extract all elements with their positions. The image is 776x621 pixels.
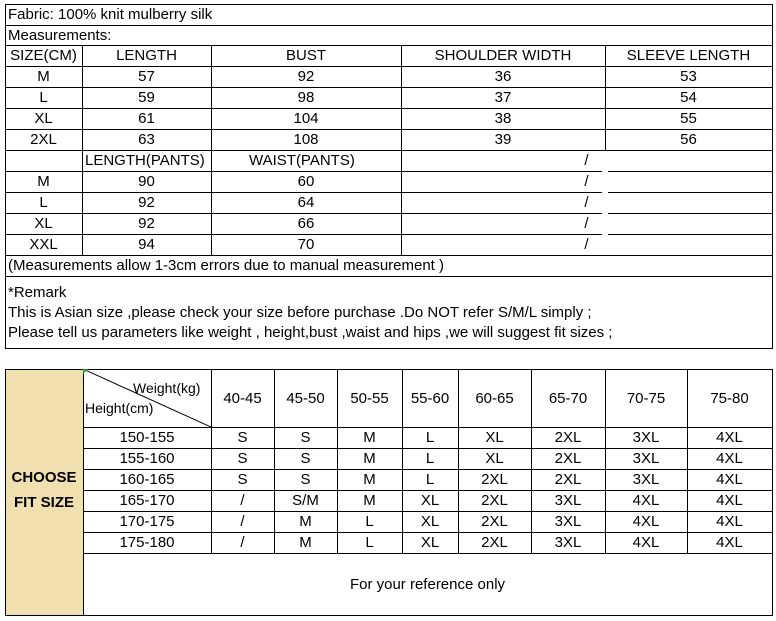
pants-cell: 64	[297, 194, 315, 211]
reference-note: For your reference only	[349, 575, 506, 593]
remark-title: *Remark	[8, 284, 67, 301]
tops-cell: 56	[680, 131, 697, 148]
fit-size-cell: 2XL	[554, 471, 582, 488]
pants-cell: XL	[34, 215, 53, 232]
fit-size-cell: 4XL	[632, 534, 660, 551]
weight-column-header: 45-50	[286, 389, 325, 407]
pants-cell: L	[39, 194, 48, 211]
fit-size-cell: 2XL	[481, 471, 508, 488]
fit-size-cell: 4XL	[632, 513, 660, 530]
tops-cell: 53	[680, 68, 697, 85]
fit-size-cell: 3XL	[632, 450, 660, 467]
fit-size-cell: 3XL	[554, 513, 582, 530]
fit-size-cell: XL	[485, 450, 504, 467]
tops-cell: M	[37, 68, 50, 85]
height-row-label: 165-170	[119, 492, 175, 509]
fit-size-cell: 4XL	[716, 492, 743, 509]
fit-size-cell: /	[240, 534, 245, 551]
remark-line-1: This is Asian size ,please check your size before purchase .Do NOT refer S/M/L simply ;	[8, 304, 592, 321]
fit-size-cell: L	[425, 471, 435, 488]
table-border	[5, 615, 773, 616]
fit-size-cell: 4XL	[716, 513, 743, 530]
fit-size-cell: M	[299, 534, 312, 551]
measurement-note: (Measurements allow 1-3cm errors due to manual measurement )	[8, 257, 445, 274]
tops-cell: 57	[138, 68, 155, 85]
pants-cell: 92	[138, 194, 155, 211]
fit-size-cell: S	[237, 429, 248, 446]
fit-size-cell: XL	[420, 492, 440, 509]
fit-size-cell: S	[300, 450, 311, 467]
fit-size-cell: L	[425, 450, 435, 467]
pants-cell: 66	[297, 215, 315, 232]
table-border	[5, 369, 6, 616]
fit-size-cell: 4XL	[716, 471, 743, 488]
height-row-label: 155-160	[119, 450, 175, 467]
weight-column-header: 75-80	[710, 389, 749, 407]
pants-cell: 90	[138, 173, 155, 190]
pants-cell: /	[584, 173, 589, 190]
tops-cell: 92	[297, 68, 315, 85]
tops-cell: XL	[34, 110, 53, 127]
fit-size-cell: S	[237, 450, 248, 467]
choose-label: CHOOSE	[11, 469, 77, 486]
tops-cell: 108	[293, 131, 319, 148]
height-row-label: 175-180	[119, 534, 175, 551]
tops-column-header: SHOULDER WIDTH	[434, 47, 572, 64]
fabric-line: Fabric: 100% knit mulberry silk	[8, 6, 213, 23]
fit-size-cell: 3XL	[554, 534, 582, 551]
weight-column-header: 65-70	[548, 389, 588, 407]
pants-cell: /	[584, 215, 589, 232]
fit-size-cell: L	[365, 513, 374, 530]
pants-cell: XXL	[29, 236, 58, 253]
tops-cell: 59	[138, 89, 155, 106]
fit-size-cell: 3XL	[632, 429, 660, 446]
weight-column-header: 40-45	[223, 389, 262, 407]
table-border	[772, 4, 773, 349]
fit-size-cell: XL	[420, 534, 440, 551]
remark-line-2: Please tell us parameters like weight , height,bust ,waist and hips ,we will suggest fit sizes ;	[8, 324, 613, 341]
fit-size-cell: M	[299, 513, 312, 530]
fit-size-cell: XL	[420, 513, 440, 530]
tops-cell: L	[39, 89, 48, 106]
weight-column-header: 50-55	[350, 389, 389, 407]
fit-size-cell: 2XL	[554, 450, 582, 467]
fit-size-cell: 4XL	[716, 450, 743, 467]
fit-size-cell: M	[363, 492, 376, 509]
corner-marker	[83, 369, 88, 374]
fit-size-cell: 4XL	[716, 534, 743, 551]
fit-size-cell: L	[365, 534, 374, 551]
tops-cell: 104	[293, 110, 319, 127]
fit-size-cell: S	[237, 471, 248, 488]
pants-cell: /	[584, 194, 589, 211]
pants-cell: 92	[138, 215, 155, 232]
fit-size-cell: 2XL	[481, 534, 508, 551]
tops-cell: 55	[680, 110, 697, 127]
fit-size-cell: 2XL	[481, 513, 508, 530]
fit-size-cell: S	[300, 471, 311, 488]
tops-cell: 61	[138, 110, 155, 127]
weight-column-header: 55-60	[410, 389, 450, 407]
table-border	[772, 369, 773, 616]
height-row-label: 150-155	[119, 429, 175, 446]
tops-column-header: BUST	[285, 47, 326, 64]
fit-size-cell: M	[363, 429, 376, 446]
pants-column-header: /	[584, 152, 589, 169]
fit-size-cell: 4XL	[716, 429, 743, 446]
fit-size-cell: M	[363, 471, 376, 488]
pants-cell: 70	[297, 236, 315, 253]
fit-size-cell: 3XL	[554, 492, 582, 509]
fit-size-cell: M	[363, 450, 376, 467]
pants-column-header: WAIST(PANTS)	[249, 152, 355, 169]
tops-cell: 38	[494, 110, 512, 127]
fit-size-cell: L	[425, 429, 435, 446]
fit-size-cell: 4XL	[632, 492, 660, 509]
fit-size-cell: S	[300, 429, 311, 446]
fit-size-label: FIT SIZE	[14, 493, 74, 511]
fit-size-cell: XL	[485, 429, 504, 446]
tops-cell: 36	[494, 68, 512, 85]
pants-cell: /	[584, 236, 589, 253]
tops-column-header: SLEEVE LENGTH	[626, 47, 751, 64]
fit-size-cell: 2XL	[554, 429, 582, 446]
pants-cell: M	[37, 173, 50, 190]
weight-axis-label: Weight(kg)	[133, 380, 201, 396]
pants-cell: 60	[297, 173, 315, 190]
tops-cell: 98	[297, 89, 315, 106]
fit-size-cell: /	[240, 513, 245, 530]
tops-cell: 2XL	[30, 131, 57, 148]
height-axis-label: Height(cm)	[85, 400, 154, 416]
fit-size-cell: 2XL	[481, 492, 508, 509]
divider-mask	[602, 151, 608, 255]
fit-size-cell: /	[240, 492, 245, 509]
tops-column-header: LENGTH	[116, 47, 177, 64]
tops-cell: 63	[138, 131, 155, 148]
tops-cell: 54	[680, 89, 697, 106]
table-border	[5, 348, 773, 349]
fit-size-cell: 3XL	[632, 471, 660, 488]
weight-column-header: 70-75	[626, 389, 666, 407]
fit-size-cell: S/M	[292, 492, 319, 509]
tops-cell: 39	[494, 131, 512, 148]
height-row-label: 160-165	[119, 471, 175, 488]
measurements-label: Measurements:	[8, 26, 112, 44]
tops-column-header: SIZE(CM)	[10, 47, 77, 64]
tops-cell: 37	[494, 89, 512, 106]
weight-column-header: 60-65	[475, 389, 514, 407]
grid-line	[5, 276, 773, 277]
pants-column-header: LENGTH(PANTS)	[85, 152, 205, 169]
pants-cell: 94	[138, 236, 155, 253]
height-row-label: 170-175	[119, 513, 175, 530]
